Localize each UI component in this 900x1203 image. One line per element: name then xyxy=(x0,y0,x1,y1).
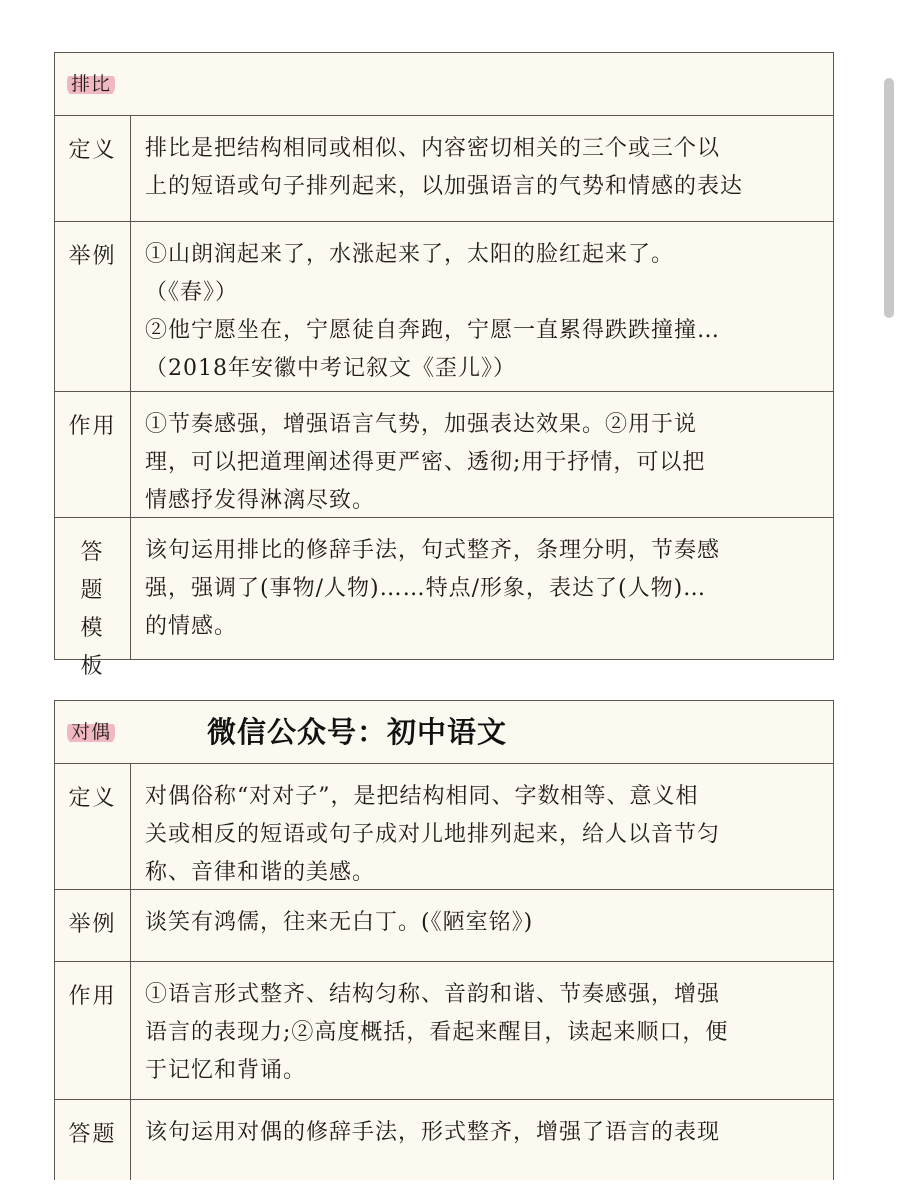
row-content: ①语言形式整齐、结构匀称、音韵和谐、节奏感强，增强 语言的表现力;②高度概括，看起来醒目，读起来顺口，便 于记忆和背诵。 xyxy=(145,982,729,1083)
row-label: 作用 xyxy=(55,392,131,517)
parallelism-card xyxy=(54,52,834,679)
row-content: ①山朗润起来了，水涨起来了，太阳的脸红起来了。 （《春》） ②他宁愿坐在，宁愿徒自奔跑，宁愿一直累得跌跌撞撞… （2018年安徽中考记叙文《歪儿》） xyxy=(145,242,721,381)
example-row xyxy=(55,890,833,962)
section-tag: 对偶 xyxy=(67,719,115,745)
row-label: 举例 xyxy=(55,222,131,391)
card-header xyxy=(55,701,833,764)
definition-row xyxy=(55,116,833,222)
effect-row xyxy=(55,392,833,518)
section-tag: 排比 xyxy=(67,71,115,97)
row-label: 答题 xyxy=(55,1100,131,1180)
row-label: 答题模板 xyxy=(55,518,131,660)
row-content: 谈笑有鸿儒，往来无白丁。(《陋室铭》) xyxy=(145,910,534,935)
row-content: 该句运用排比的修辞手法，句式整齐，条理分明，节奏感 强，强调了(事物/人物)……特点/形象，表达了(人物)… 的情感。 xyxy=(145,538,721,639)
wechat-watermark: 微信公众号：初中语文 xyxy=(207,715,508,749)
effect-row xyxy=(55,962,833,1100)
row-content: 排比是把结构相同或相似、内容密切相关的三个或三个以 上的短语或句子排列起来，以加强语言的气势和情感的表达 xyxy=(145,136,744,199)
row-label: 作用 xyxy=(55,962,131,1099)
answer-template-row xyxy=(55,1100,833,1180)
row-content: 该句运用对偶的修辞手法，形式整齐，增强了语言的表现 xyxy=(145,1120,721,1145)
card-header xyxy=(55,53,833,116)
answer-template-row xyxy=(55,518,833,679)
row-content: 对偶俗称“对对子”，是把结构相同、字数相等、意义相 关或相反的短语或句子成对儿地排列起来，给人以音节匀 称、音律和谐的美感。 xyxy=(145,784,721,885)
row-label: 举例 xyxy=(55,890,131,961)
example-row xyxy=(55,222,833,392)
scrollbar-thumb[interactable] xyxy=(884,78,894,318)
row-label: 定义 xyxy=(55,116,131,221)
row-content: ①节奏感强，增强语言气势，加强表达效果。②用于说 理，可以把道理阐述得更严密、透彻;用于抒情，可以把 情感抒发得淋漓尽致。 xyxy=(145,412,706,513)
definition-row xyxy=(55,764,833,890)
row-label: 定义 xyxy=(55,764,131,889)
antithesis-card xyxy=(54,700,834,1180)
